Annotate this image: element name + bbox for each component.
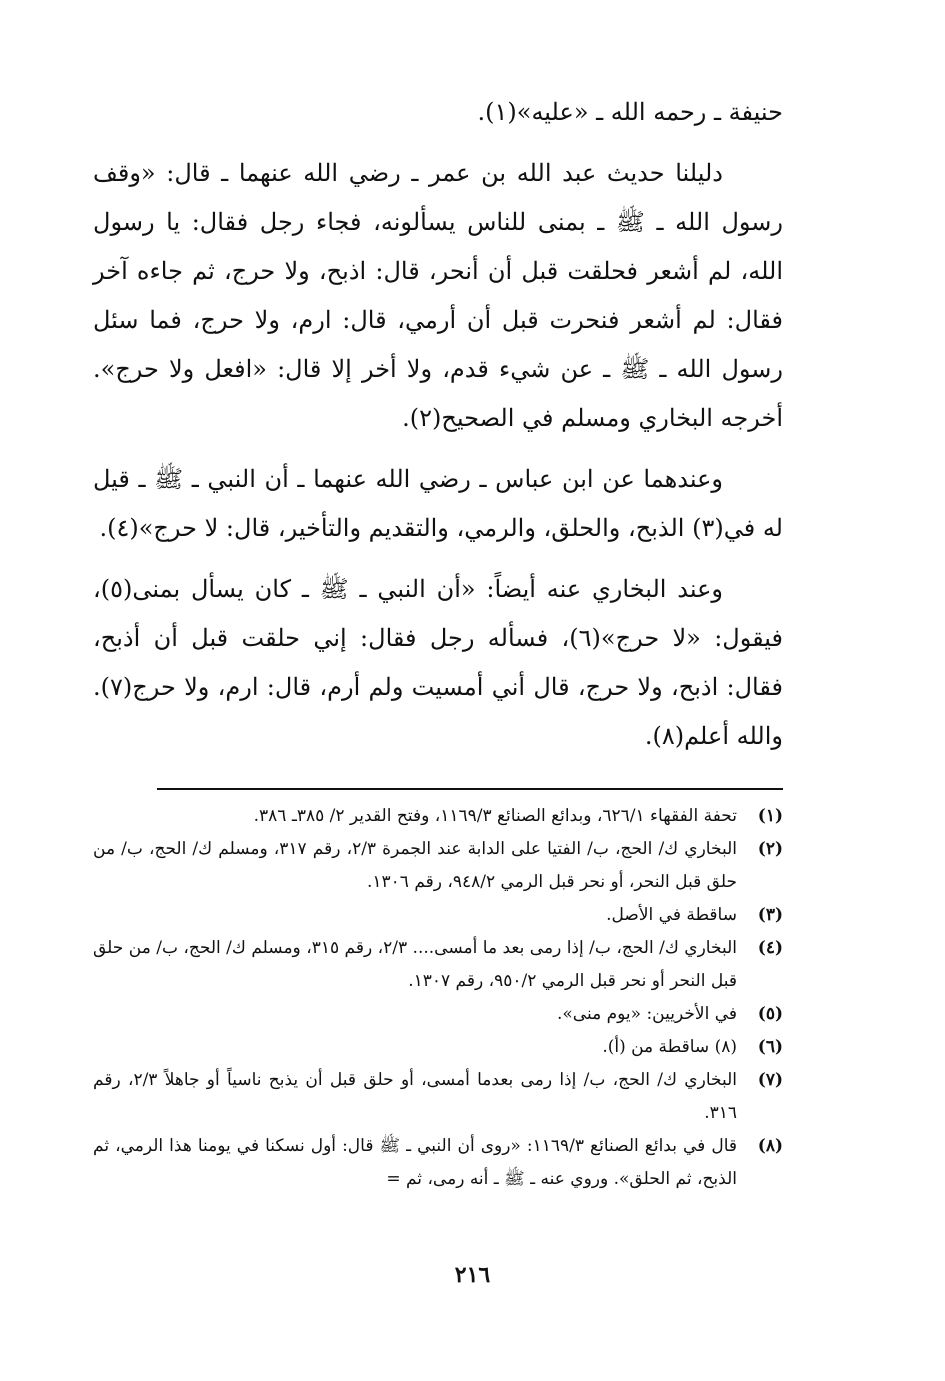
- footnote-number: (١): [757, 806, 783, 826]
- footnote-text: البخاري ك/ الحج، ب/ إذا رمى بعد ما أمسى.... ٢/٣، رقم ٣١٥، ومسلم ك/ الحج، ب/ من حلق قبل النحر أو نحر قبل الرمي ٩٥٠/٢، رقم ١٣٠٧.: [93, 938, 737, 991]
- footnote-text: في الأخريين: «يوم منى».: [557, 1004, 737, 1024]
- footnote-8: [93, 1130, 783, 1196]
- footnote-number: (٢): [757, 839, 783, 859]
- paragraph-ibn-abbas-hadith: وعندهما عن ابن عباس ـ رضي الله عنهما ـ أن النبي ـ ﷺ ـ قيل له في(٣) الذبح، والحلق، والرمي، والتقديم والتأخير، قال: لا حرج»(٤).: [93, 465, 783, 542]
- footnote-number: (٤): [757, 938, 783, 958]
- footnote-number: (٧): [757, 1070, 783, 1090]
- main-text: [93, 88, 783, 761]
- footnote-number: (٦): [757, 1037, 783, 1057]
- footnote-1: [93, 800, 783, 833]
- footnote-text: البخاري ك/ الحج، ب/ الفتيا على الدابة عند الجمرة ٢/٣، رقم ٣١٧، ومسلم ك/ الحج، ب/ من حلق قبل النحر، أو نحر قبل الرمي ٩٤٨/٢، رقم ١٣٠٦.: [93, 839, 737, 892]
- footnote-text: قال في بدائع الصنائع ١١٦٩/٣: «روى أن النبي ـ ﷺ قال: أول نسكنا في يومنا هذا الرمي، ثم الذبح، ثم الحلق». وروي عنه ـ ﷺ ـ أنه رمى، ثم =: [93, 1136, 737, 1189]
- footnote-2: [93, 833, 783, 899]
- footnote-text: البخاري ك/ الحج، ب/ إذا رمى بعدما أمسى، أو حلق قبل أن يذبح ناسياً أو جاهلاً ٢/٣، رقم ٣١٦.: [93, 1070, 738, 1123]
- footnote-6: [93, 1031, 783, 1064]
- footnote-5: [93, 998, 783, 1031]
- continuation-line: حنيفة ـ رحمه الله ـ «عليه»(١).: [477, 98, 783, 126]
- footnote-4: [93, 932, 783, 998]
- footnote-number: (٥): [757, 1004, 783, 1024]
- footnote-text: تحفة الفقهاء ٦٢٦/١، وبدائع الصنائع ١١٦٩/٣، وفتح القدير ٢/ ٣٨٥ـ ٣٨٦.: [253, 806, 737, 826]
- page-number: ٢١٦: [454, 1262, 491, 1288]
- footnote-text: ساقطة في الأصل.: [606, 905, 737, 925]
- footnote-3: [93, 899, 783, 932]
- footnote-number: (٣): [757, 905, 783, 925]
- footnote-text: (٨) ساقطة من (أ).: [602, 1037, 737, 1057]
- footnote-divider: [157, 788, 783, 790]
- footnote-number: (٨): [757, 1136, 783, 1156]
- footnotes: [93, 800, 783, 1196]
- paragraph-bukhari-narration: وعند البخاري عنه أيضاً: «أن النبي ـ ﷺ ـ كان يسأل بمنى(٥)، فيقول: «لا حرج»(٦)، فسأله رجل فقال: إني حلقت قبل أن أذبح، فقال: اذبح، ولا حرج، قال أني أمسيت ولم أرم، قال: ارم، ولا حرج(٧). والله أعلم(٨).: [93, 575, 783, 750]
- footnote-7: [93, 1064, 783, 1130]
- paragraph-ibn-umar-hadith: دليلنا حديث عبد الله بن عمر ـ رضي الله عنهما ـ قال: «وقف رسول الله ـ ﷺ ـ بمنى للناس يسألونه، فجاء رجل فقال: يا رسول الله، لم أشعر فحلقت قبل أن أنحر، قال: اذبح، ولا حرج، ثم جاءه آخر فقال: لم أشعر فنحرت قبل أن أرمي، قال: ارم، ولا حرج، فما سئل رسول الله ـ ﷺ ـ عن شيء قدم، ولا أخر إلا قال: «افعل ولا حرج». أخرجه البخاري ومسلم في الصحيح(٢).: [93, 159, 783, 432]
